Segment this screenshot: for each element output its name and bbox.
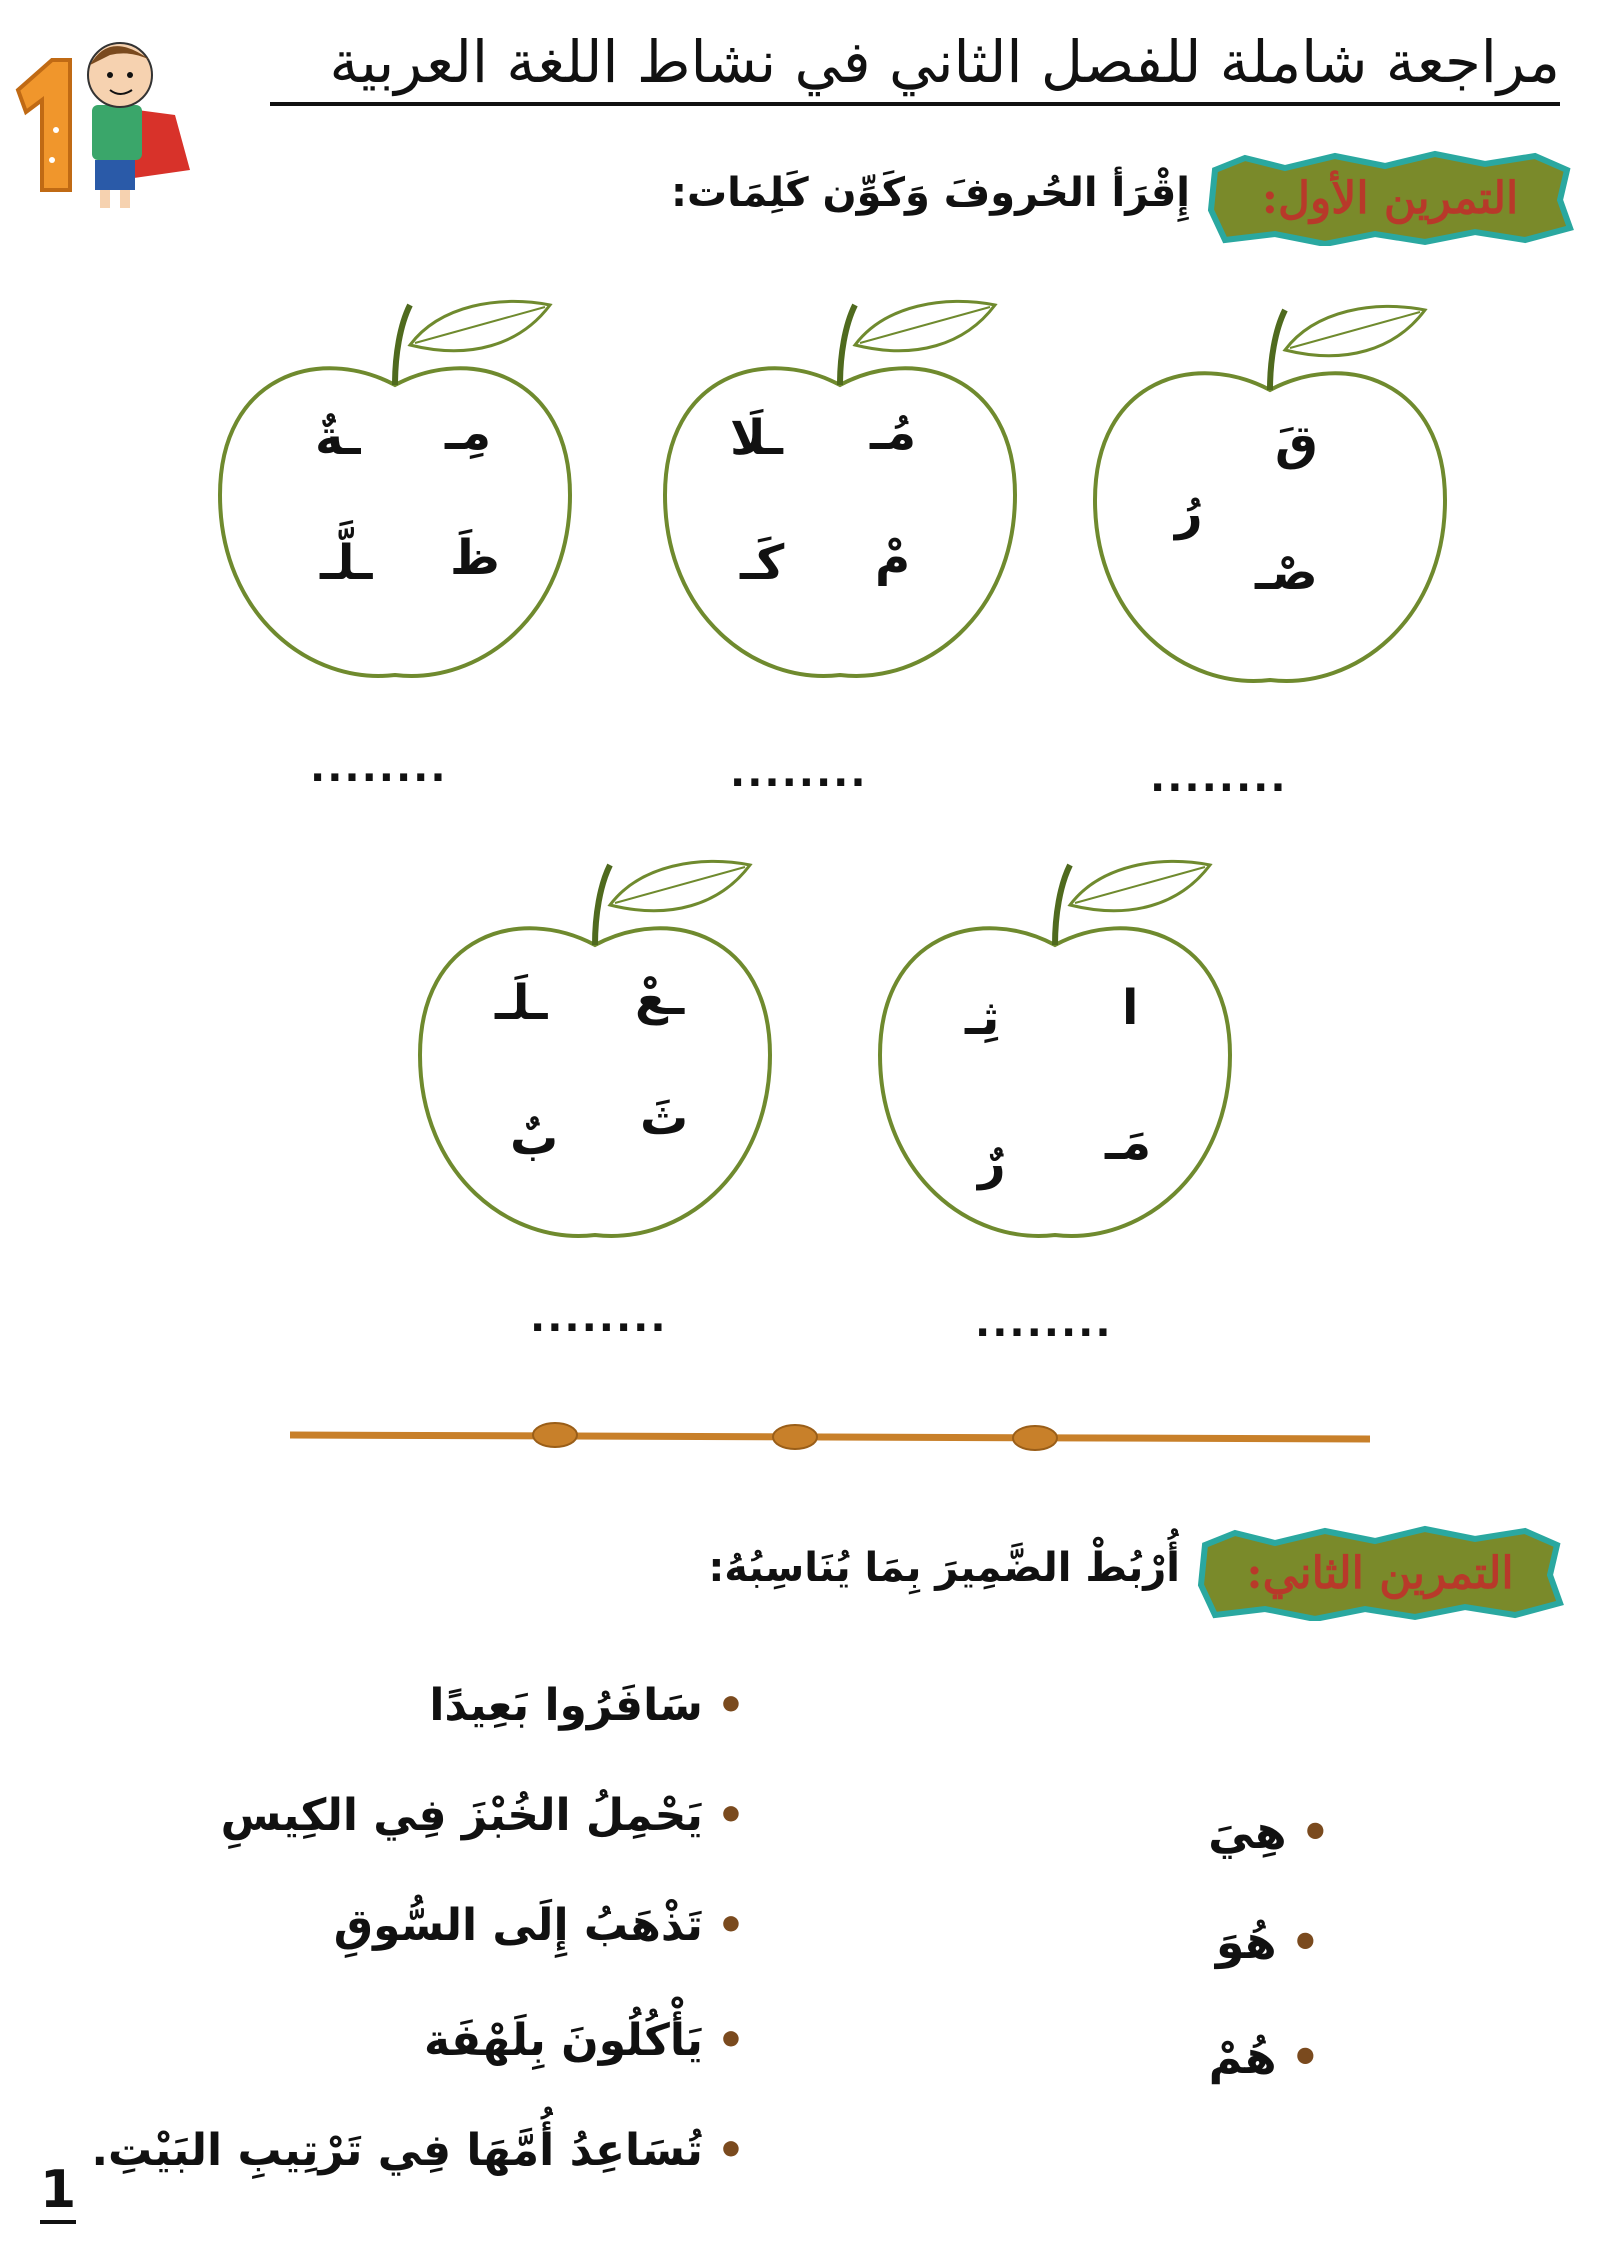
sentence-item[interactable]	[91, 2125, 745, 2176]
apple-letter: ـلَّـ	[320, 535, 373, 591]
exercise-1-badge-text: التمرين الأول:	[1261, 172, 1519, 224]
bullet-icon: •	[1300, 1805, 1330, 1859]
sentence-item[interactable]	[221, 1790, 745, 1841]
bullet-icon: •	[716, 1790, 745, 1841]
apple-3	[200, 285, 590, 705]
answer-blank[interactable]: ........	[975, 1300, 1113, 1346]
apple-letter: بٌ	[510, 1110, 559, 1166]
exercise-1-badge	[1205, 150, 1575, 246]
pronoun-text: هِيَ	[1208, 1805, 1287, 1859]
apple-letter: رُ	[1175, 485, 1203, 541]
pronoun-item[interactable]	[1216, 1915, 1320, 1969]
sentence-text: يَحْمِلُ الخُبْزَ فِي الكِيسِ	[220, 1790, 703, 1841]
apple-5	[400, 845, 790, 1265]
apple-4	[860, 845, 1250, 1265]
bullet-icon: •	[716, 2015, 745, 2066]
bullet-icon: •	[716, 1680, 745, 1731]
pronoun-text: هُوَ	[1215, 1915, 1277, 1969]
bullet-icon: •	[716, 2125, 745, 2176]
page-title: مراجعة شاملة للفصل الثاني في نشاط اللغة العربية	[270, 22, 1560, 106]
exercise-2-instruction: أُرْبُطْ الضَّمِيرَ بِمَا يُنَاسِبُهُ:	[708, 1545, 1180, 1591]
sentence-item[interactable]	[429, 1680, 745, 1731]
sentence-text: تُسَاعِدُ أُمَّهَا فِي تَرْتِيبِ البَيْتِ.	[91, 2125, 703, 2176]
bullet-icon: •	[1290, 2030, 1320, 2084]
apple-letter: مَـ	[1105, 1115, 1152, 1171]
pronoun-item[interactable]	[1208, 1805, 1330, 1859]
sentence-item[interactable]	[334, 1900, 745, 1951]
apple-letter: ثِـ	[965, 990, 1000, 1046]
page-number: 1	[40, 2160, 76, 2224]
apple-letter: كَـ	[740, 535, 785, 591]
apple-letter: مْ	[875, 530, 911, 586]
bullet-icon: •	[716, 1900, 745, 1951]
answer-blank[interactable]: ........	[530, 1295, 668, 1341]
apple-letter: ـلَـ	[495, 975, 548, 1031]
pronoun-text: هُمْ	[1208, 2030, 1277, 2084]
apple-letter: صْـ	[1255, 545, 1318, 601]
apple-letter: مِـ	[445, 405, 492, 461]
answer-blank[interactable]: ........	[730, 750, 868, 796]
apple-1	[1075, 290, 1465, 710]
apple-letter: ا	[1122, 980, 1139, 1036]
apple-letter: ـلَا	[730, 410, 783, 466]
apple-letter: ثَ	[640, 1090, 689, 1146]
sentence-text: سَافَرُوا بَعِيدًا	[429, 1680, 703, 1731]
sentence-item[interactable]	[424, 2015, 745, 2066]
apple-letter: قَ	[1275, 415, 1318, 471]
exercise-1-instruction: إِقْرَأ الحُروفَ وَكَوِّن كَلِمَات:	[670, 170, 1190, 216]
apple-letter: مُـ	[870, 405, 917, 461]
bullet-icon: •	[1290, 1915, 1320, 1969]
mascot-illustration	[0, 20, 210, 210]
apple-letter: ـةٌ	[315, 410, 361, 466]
answer-blank[interactable]: ........	[310, 745, 448, 791]
apple-letter: رٌ	[978, 1135, 1006, 1191]
apple-2	[645, 285, 1035, 705]
section-divider	[290, 1410, 1370, 1460]
answer-blank[interactable]: ........	[1150, 755, 1288, 801]
apple-letter: ـعْ	[635, 970, 685, 1026]
sentence-text: تَذْهَبُ إِلَى السُّوقِ	[333, 1900, 703, 1951]
sentence-text: يَأْكُلُونَ بِلَهْفَة	[423, 2015, 703, 2066]
pronoun-item[interactable]	[1209, 2030, 1320, 2084]
apple-letter: ظَ	[450, 530, 500, 586]
exercise-2-badge	[1195, 1525, 1565, 1621]
exercise-2-badge-text: التمرين الثاني:	[1246, 1547, 1514, 1599]
